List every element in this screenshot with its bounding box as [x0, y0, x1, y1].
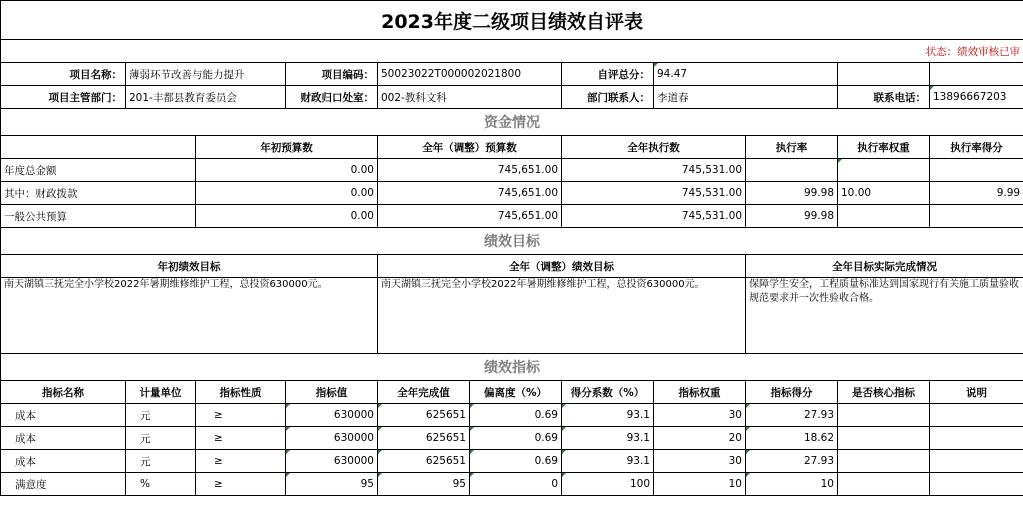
indicator-nature: ≥	[196, 404, 286, 427]
info-row-2	[1, 86, 1023, 109]
indicator-target: 95	[286, 473, 378, 496]
project-name-label: 项目名称：	[1, 63, 126, 86]
indicator-coef: 93.1	[562, 450, 654, 473]
funds-header: 年初预算数	[196, 136, 378, 159]
indicator-weight: 30	[654, 450, 746, 473]
indicator-nature: ≥	[196, 427, 286, 450]
funds-weight: 10.00	[838, 182, 930, 205]
funds-row	[1, 159, 1023, 182]
indicator-target: 630000	[286, 404, 378, 427]
indicator-score: 10	[746, 473, 838, 496]
funds-initial: 0.00	[196, 182, 378, 205]
indicator-note	[930, 427, 1023, 450]
goals-header: 全年（调整）绩效目标	[378, 255, 746, 278]
indicator-target: 630000	[286, 450, 378, 473]
indicator-core	[838, 427, 930, 450]
funds-header: 执行率权重	[838, 136, 930, 159]
project-name-value: 薄弱环节改善与能力提升	[126, 63, 286, 86]
indicator-row	[1, 404, 1023, 427]
funds-executed: 745,531.00	[562, 205, 746, 228]
indicator-actual: 625651	[378, 404, 470, 427]
dept-label: 项目主管部门：	[1, 86, 126, 109]
self-score-label: 自评总分：	[562, 63, 654, 86]
actual-completion-text: 保障学生安全，工程质量标准达到国家现行有关施工质量验收规范要求并一次性验收合格。	[746, 278, 1023, 354]
indicator-coef: 100	[562, 473, 654, 496]
indicator-header: 指标权重	[654, 381, 746, 404]
blank-cell	[838, 63, 930, 86]
funds-header: 执行率得分	[930, 136, 1023, 159]
indicator-target: 630000	[286, 427, 378, 450]
contact-value: 李道春	[654, 86, 838, 109]
indicator-score: 18.62	[746, 427, 838, 450]
indicator-name: 成本	[1, 427, 126, 450]
indicator-core	[838, 404, 930, 427]
indicator-header: 说明	[930, 381, 1023, 404]
funds-adjusted: 745,651.00	[378, 205, 562, 228]
indicator-nature: ≥	[196, 473, 286, 496]
project-code-label: 项目编码：	[286, 63, 378, 86]
indicator-name: 满意度	[1, 473, 126, 496]
indicator-unit: %	[126, 473, 196, 496]
phone-value: 13896667203	[930, 86, 1023, 109]
status-badge: 状态：绩效审核已审	[1, 40, 1023, 63]
indicator-row	[1, 427, 1023, 450]
indicator-weight: 30	[654, 404, 746, 427]
funds-header: 执行率	[746, 136, 838, 159]
indicator-row	[1, 450, 1023, 473]
indicator-header: 指标名称	[1, 381, 126, 404]
indicator-weight: 10	[654, 473, 746, 496]
indicator-weight: 20	[654, 427, 746, 450]
funds-row-label: 一般公共预算	[1, 205, 196, 228]
phone-label: 联系电话：	[838, 86, 930, 109]
goals-header: 全年目标实际完成情况	[746, 255, 1023, 278]
indicator-actual: 625651	[378, 450, 470, 473]
indicator-core	[838, 473, 930, 496]
indicator-unit: 元	[126, 404, 196, 427]
indicator-nature: ≥	[196, 450, 286, 473]
project-code-value: 50023022T000002021800	[378, 63, 562, 86]
funds-initial: 0.00	[196, 205, 378, 228]
funds-adjusted: 745,651.00	[378, 159, 562, 182]
initial-goal-text: 南天湖镇三抚完全小学校2022年暑期维修维护工程，总投资630000元。	[1, 278, 378, 354]
funds-row	[1, 182, 1023, 205]
funds-executed: 745,531.00	[562, 182, 746, 205]
adjusted-goal-text: 南天湖镇三抚完全小学校2022年暑期维修维护工程，总投资630000元。	[378, 278, 746, 354]
indicators-section-title: 绩效指标	[1, 354, 1023, 381]
indicator-header: 是否核心指标	[838, 381, 930, 404]
indicator-note	[930, 450, 1023, 473]
indicator-header: 指标得分	[746, 381, 838, 404]
indicator-header: 全年完成值	[378, 381, 470, 404]
indicator-score: 27.93	[746, 404, 838, 427]
indicator-unit: 元	[126, 450, 196, 473]
funds-score	[930, 205, 1023, 228]
indicator-actual: 625651	[378, 427, 470, 450]
indicator-actual: 95	[378, 473, 470, 496]
indicators-header-row	[1, 381, 1023, 404]
indicator-name: 成本	[1, 450, 126, 473]
indicator-deviation: 0.69	[470, 427, 562, 450]
goals-header: 年初绩效目标	[1, 255, 378, 278]
goals-section-title: 绩效目标	[1, 228, 1023, 255]
indicator-name: 成本	[1, 404, 126, 427]
indicator-header: 指标值	[286, 381, 378, 404]
indicator-unit: 元	[126, 427, 196, 450]
funds-rate: 99.98	[746, 205, 838, 228]
goals-row	[1, 278, 1023, 354]
indicator-coef: 93.1	[562, 427, 654, 450]
indicator-note	[930, 404, 1023, 427]
funds-weight	[838, 205, 930, 228]
funds-row-label: 年度总金额	[1, 159, 196, 182]
self-score-value: 94.47	[654, 63, 838, 86]
funds-header-row	[1, 136, 1023, 159]
indicator-score: 27.93	[746, 450, 838, 473]
funds-row-label: 其中：财政拨款	[1, 182, 196, 205]
funds-section-title: 资金情况	[1, 109, 1023, 136]
funds-score: 9.99	[930, 182, 1023, 205]
funds-rate	[746, 159, 838, 182]
funds-rate: 99.98	[746, 182, 838, 205]
page-title: 2023年度二级项目绩效自评表	[1, 1, 1023, 40]
funds-executed: 745,531.00	[562, 159, 746, 182]
indicator-coef: 93.1	[562, 404, 654, 427]
indicator-header: 偏离度（%）	[470, 381, 562, 404]
contact-label: 部门联系人：	[562, 86, 654, 109]
indicator-row	[1, 473, 1023, 496]
blank-cell	[930, 63, 1023, 86]
indicator-header: 得分系数（%）	[562, 381, 654, 404]
finance-office-label: 财政归口处室：	[286, 86, 378, 109]
indicator-header: 指标性质	[196, 381, 286, 404]
info-row-1	[1, 63, 1023, 86]
indicator-deviation: 0	[470, 473, 562, 496]
funds-score	[930, 159, 1023, 182]
indicator-header: 计量单位	[126, 381, 196, 404]
blank-cell	[1, 136, 196, 159]
indicator-note	[930, 473, 1023, 496]
indicator-deviation: 0.69	[470, 404, 562, 427]
indicator-core	[838, 450, 930, 473]
funds-header: 全年（调整）预算数	[378, 136, 562, 159]
funds-row	[1, 205, 1023, 228]
dept-value: 201-丰都县教育委员会	[126, 86, 286, 109]
funds-adjusted: 745,651.00	[378, 182, 562, 205]
goals-header-row	[1, 255, 1023, 278]
finance-office-value: 002-教科文科	[378, 86, 562, 109]
indicator-deviation: 0.69	[470, 450, 562, 473]
funds-initial: 0.00	[196, 159, 378, 182]
funds-weight	[838, 159, 930, 182]
funds-header: 全年执行数	[562, 136, 746, 159]
